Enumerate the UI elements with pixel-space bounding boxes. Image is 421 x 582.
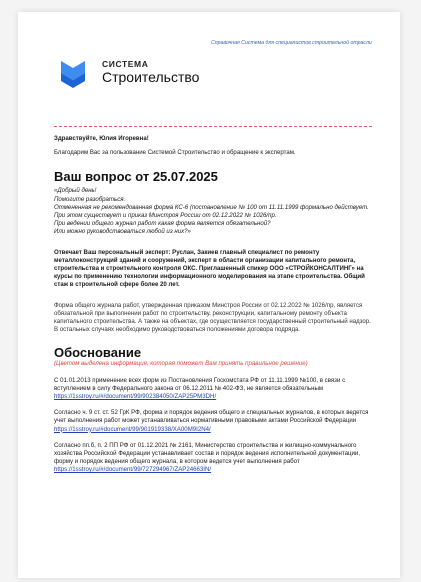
question-line: «Добрый день! [54,187,97,195]
document-link[interactable]: https://1sstroy.ru/#/document/99/727294967/ZAP24663IN/ [54,466,212,474]
header-divider [54,126,372,127]
brand-name: Строительство [102,69,200,85]
question-line: Помогите разобраться. [54,195,126,203]
basis-paragraph [54,377,374,402]
basis-paragraph [54,409,374,434]
basis-paragraph [54,442,374,475]
letter-header [18,12,400,104]
question-line: Или можно руководствоваться любой из них?» [54,228,191,236]
paragraph-text: Согласно пп.б, п. 2 ПП РФ от 01.12.2021 № 2161, Министерство строительства и жилищно-коммунального хозяйства Российской Федерации устанавливает состав и порядок ведения исполнительной документации, форму и порядок ведения общего журнала, в котором ведется учет выполнения работ [54,441,360,466]
question-line: При ведении общего журнал работ какая форма является обязательной? [54,220,271,228]
bottom-fade [18,556,400,578]
expert-info: Отвечает Ваш персональный эксперт: Руслан, Закиев главный специалист по ремонту металлоконструкций зданий и сооружений, эксперт в области организации капитального ремонта, строительства и строительного контроля ОКС. Приглашенный спикер ООО «СТРОЙКОНСАЛТИНГ» на курсы по применению технологии информационного моделирования на этапе строительства. Общий стаж в строительной сфере более 20 лет. [54,248,365,289]
question-title: Ваш вопрос от 25.07.2025 [54,169,218,185]
sistema-logo-icon [58,59,88,89]
thanks-text: Благодарим Вас за пользование Системой Строительство и обращение к экспертам. [54,149,296,157]
answer-text: Форма общего журнала работ, утвержденная приказом Минстроя России от 02.12.2022 № 1026/пр, является обязательной при выполнении работ по строительству, реконструкции, капитальному ремонту объекта капитального строительства. А также на объектах, где осуществляется государственный строительный надзор. В остальных случаях необходимо руководствоваться положениями договора подряда. [54,301,371,334]
letter-body [54,135,374,475]
brand-top: СИСТЕМА [102,59,149,69]
question-text [54,187,374,236]
basis-title: Обоснование [54,345,142,361]
basis-subtitle: (Цветом выделена информация, которая поможет Вам принять правильное решение) [54,360,308,368]
document-link[interactable]: https://1sstroy.ru/#document/99/901919338/XA00M9I2N4/ [54,425,211,433]
question-line: Отмененная не рекомендованная форма КС-6 (постановление № 100 от 11.11.1999 формально действует. [54,203,369,211]
document-link[interactable]: https://1sstroy.ru/#/document/99/902384050/ZAP25PM3DH/ [54,393,217,401]
paragraph-text: Согласно ч. 9 ст. ст. 52 ГрК РФ, форма и порядок ведения общего и специальных журналов, в которых ведется учет выполнения работ может устанавливаться нормативными правовыми актами Российской Федерации [54,409,369,425]
letter-sheet [18,12,400,578]
tagline: Справочная Система для специалистов строительной отрасли [211,40,372,46]
question-line: При этом существует и приказ Минстроя России от 02.12.2022 № 1026/пр. [54,212,277,220]
greeting: Здравствуйте, Юлия Игоревна! [54,135,149,142]
paragraph-text: С 01.01.2013 применение всех форм из Постановления Госкомстата РФ от 11.11.1999 №100, в связи с вступлением в силу Федерального закона от 06.12.2011 № 402-ФЗ, не является обязательным [54,376,346,392]
